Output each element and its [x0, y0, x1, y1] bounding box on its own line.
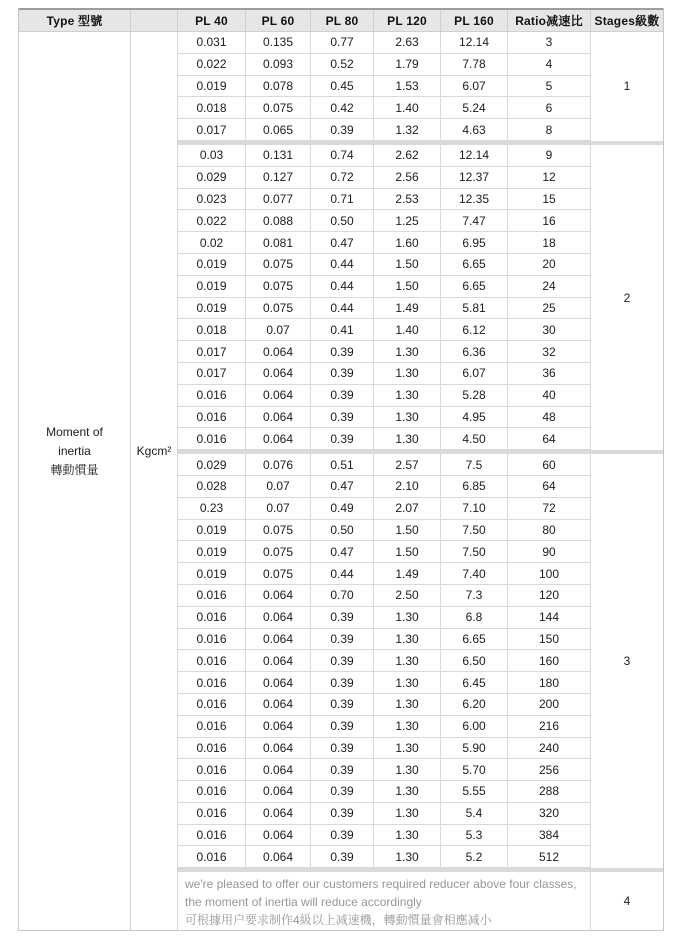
cell-ratio: 120: [508, 585, 591, 606]
cell-pl40: 0.016: [178, 716, 246, 737]
stage-cell: 2: [623, 290, 631, 305]
cell-pl60: 0.127: [246, 167, 311, 188]
table-row: [178, 407, 591, 429]
cell-pl60: 0.064: [246, 694, 311, 715]
table-row: [178, 167, 591, 189]
table-row: [178, 716, 591, 738]
cell-ratio: 64: [508, 428, 591, 449]
cell-pl120: 1.49: [374, 298, 441, 319]
table-row: [178, 119, 591, 141]
table-row: [178, 520, 591, 542]
cell-pl40: 0.016: [178, 694, 246, 715]
cell-pl80: 0.39: [311, 738, 374, 759]
cell-pl160: 5.81: [441, 298, 508, 319]
stage-cell: 1: [623, 79, 631, 94]
cell-pl120: 2.07: [374, 498, 441, 519]
cell-pl160: 4.50: [441, 428, 508, 449]
cell-pl120: 1.30: [374, 607, 441, 628]
cell-ratio: 144: [508, 607, 591, 628]
cell-pl120: 1.30: [374, 407, 441, 428]
cell-pl160: 6.36: [441, 341, 508, 362]
cell-pl160: 5.24: [441, 97, 508, 118]
cell-pl160: 5.28: [441, 385, 508, 406]
cell-pl120: 1.50: [374, 541, 441, 562]
cell-pl80: 0.50: [311, 520, 374, 541]
cell-pl60: 0.064: [246, 428, 311, 449]
cell-pl80: 0.77: [311, 32, 374, 53]
footer-note-line1: we're pleased to offer our customers required reducer above four classes,: [185, 877, 577, 892]
cell-pl120: 2.10: [374, 476, 441, 497]
cell-pl80: 0.39: [311, 428, 374, 449]
cell-pl160: 4.63: [441, 119, 508, 140]
cell-pl160: 7.78: [441, 54, 508, 75]
groups-container: [178, 32, 663, 868]
cell-pl60: 0.075: [246, 97, 311, 118]
cell-pl80: 0.39: [311, 363, 374, 384]
cell-pl120: 2.57: [374, 454, 441, 475]
cell-pl60: 0.088: [246, 210, 311, 231]
table-row: [178, 145, 591, 167]
table-row: [178, 629, 591, 651]
cell-ratio: 15: [508, 189, 591, 210]
table-row: [178, 694, 591, 716]
cell-pl120: 1.79: [374, 54, 441, 75]
cell-pl80: 0.39: [311, 119, 374, 140]
cell-pl160: 6.65: [441, 276, 508, 297]
cell-ratio: 9: [508, 145, 591, 166]
row-header-line2: inertia: [58, 443, 91, 458]
cell-pl80: 0.70: [311, 585, 374, 606]
cell-pl80: 0.39: [311, 341, 374, 362]
table-row: [178, 189, 591, 211]
cell-pl120: 1.40: [374, 97, 441, 118]
cell-pl120: 1.30: [374, 694, 441, 715]
cell-pl120: 1.40: [374, 319, 441, 340]
cell-pl40: 0.02: [178, 232, 246, 253]
row-header-unit: [131, 32, 178, 930]
cell-pl40: 0.023: [178, 189, 246, 210]
cell-pl160: 6.07: [441, 363, 508, 384]
cell-pl60: 0.064: [246, 759, 311, 780]
table-row: [178, 738, 591, 760]
cell-pl120: 2.50: [374, 585, 441, 606]
cell-pl160: 12.37: [441, 167, 508, 188]
cell-ratio: 30: [508, 319, 591, 340]
cell-pl120: 1.30: [374, 385, 441, 406]
cell-pl120: 1.30: [374, 825, 441, 846]
cell-pl80: 0.39: [311, 716, 374, 737]
cell-pl120: 1.30: [374, 629, 441, 650]
cell-pl80: 0.50: [311, 210, 374, 231]
cell-pl60: 0.078: [246, 76, 311, 97]
cell-pl120: 2.56: [374, 167, 441, 188]
cell-pl60: 0.075: [246, 541, 311, 562]
cell-pl160: 5.3: [441, 825, 508, 846]
cell-pl80: 0.74: [311, 145, 374, 166]
cell-pl40: 0.019: [178, 76, 246, 97]
cell-ratio: 12: [508, 167, 591, 188]
cell-pl40: 0.016: [178, 781, 246, 802]
cell-ratio: 25: [508, 298, 591, 319]
cell-pl40: 0.016: [178, 407, 246, 428]
cell-pl80: 0.47: [311, 541, 374, 562]
cell-pl60: 0.064: [246, 607, 311, 628]
cell-pl40: 0.019: [178, 520, 246, 541]
cell-pl80: 0.72: [311, 167, 374, 188]
table-row: [178, 454, 591, 476]
cell-ratio: 150: [508, 629, 591, 650]
cell-pl40: 0.016: [178, 803, 246, 824]
cell-pl160: 6.00: [441, 716, 508, 737]
cell-pl120: 2.63: [374, 32, 441, 53]
cell-ratio: 160: [508, 650, 591, 671]
cell-pl120: 1.50: [374, 520, 441, 541]
table-row: [178, 319, 591, 341]
row-header-type: [19, 32, 131, 930]
table-row: [178, 498, 591, 520]
cell-pl120: 1.50: [374, 254, 441, 275]
cell-pl160: 7.10: [441, 498, 508, 519]
cell-pl80: 0.39: [311, 650, 374, 671]
cell-ratio: 5: [508, 76, 591, 97]
table-row: [178, 428, 591, 450]
cell-pl160: 6.50: [441, 650, 508, 671]
cell-pl160: 12.14: [441, 145, 508, 166]
cell-pl80: 0.44: [311, 298, 374, 319]
cell-pl60: 0.076: [246, 454, 311, 475]
cell-pl160: 7.50: [441, 541, 508, 562]
cell-pl120: 1.30: [374, 650, 441, 671]
cell-pl40: 0.016: [178, 759, 246, 780]
cell-pl60: 0.07: [246, 476, 311, 497]
cell-ratio: 256: [508, 759, 591, 780]
cell-pl120: 1.30: [374, 716, 441, 737]
stage-cell: 3: [623, 654, 631, 669]
cell-pl80: 0.39: [311, 803, 374, 824]
cell-pl40: 0.019: [178, 254, 246, 275]
cell-pl60: 0.064: [246, 650, 311, 671]
footer-note-cell: [178, 872, 591, 930]
cell-pl120: 1.30: [374, 363, 441, 384]
cell-pl160: 5.2: [441, 846, 508, 867]
cell-pl80: 0.49: [311, 498, 374, 519]
table-row: [178, 363, 591, 385]
cell-pl60: 0.075: [246, 298, 311, 319]
cell-ratio: 90: [508, 541, 591, 562]
cell-pl40: 0.031: [178, 32, 246, 53]
cell-pl40: 0.022: [178, 54, 246, 75]
cell-pl40: 0.016: [178, 585, 246, 606]
unit-label: Kgcm²: [136, 443, 172, 458]
cell-ratio: 512: [508, 846, 591, 867]
cell-pl120: 1.53: [374, 76, 441, 97]
cell-pl80: 0.45: [311, 76, 374, 97]
cell-pl40: 0.016: [178, 428, 246, 449]
cell-pl60: 0.064: [246, 341, 311, 362]
row-header-line1: Moment of: [46, 424, 103, 439]
table-row: [178, 97, 591, 119]
cell-ratio: 4: [508, 54, 591, 75]
cell-pl40: 0.029: [178, 167, 246, 188]
cell-pl120: 1.30: [374, 738, 441, 759]
stage-group: [178, 454, 663, 868]
cell-pl160: 7.3: [441, 585, 508, 606]
cell-pl60: 0.064: [246, 716, 311, 737]
cell-pl80: 0.42: [311, 97, 374, 118]
cell-pl160: 7.5: [441, 454, 508, 475]
cell-pl40: 0.016: [178, 846, 246, 867]
table-row: [178, 54, 591, 76]
cell-pl80: 0.39: [311, 629, 374, 650]
cell-pl160: 6.85: [441, 476, 508, 497]
table-row: [178, 607, 591, 629]
header-cell-pl60: PL 60: [246, 10, 311, 31]
cell-ratio: 18: [508, 232, 591, 253]
cell-pl40: 0.018: [178, 319, 246, 340]
cell-pl80: 0.39: [311, 407, 374, 428]
cell-pl120: 1.60: [374, 232, 441, 253]
cell-pl60: 0.064: [246, 825, 311, 846]
cell-pl40: 0.019: [178, 541, 246, 562]
cell-pl40: 0.23: [178, 498, 246, 519]
cell-pl160: 6.8: [441, 607, 508, 628]
cell-pl40: 0.016: [178, 825, 246, 846]
cell-pl40: 0.016: [178, 738, 246, 759]
cell-ratio: 216: [508, 716, 591, 737]
cell-pl160: 6.45: [441, 672, 508, 693]
cell-pl160: 6.12: [441, 319, 508, 340]
moment-of-inertia-table: [18, 8, 664, 931]
table-row: [178, 232, 591, 254]
cell-pl80: 0.47: [311, 232, 374, 253]
header-cell-unit: [131, 10, 178, 31]
cell-ratio: 48: [508, 407, 591, 428]
cell-pl160: 5.4: [441, 803, 508, 824]
cell-pl80: 0.39: [311, 672, 374, 693]
row-header-line3: 轉動慣量: [50, 462, 99, 477]
cell-pl120: 1.30: [374, 672, 441, 693]
cell-ratio: 24: [508, 276, 591, 297]
cell-ratio: 64: [508, 476, 591, 497]
cell-pl160: 7.47: [441, 210, 508, 231]
cell-ratio: 6: [508, 97, 591, 118]
cell-pl160: 6.65: [441, 629, 508, 650]
cell-pl40: 0.017: [178, 119, 246, 140]
cell-pl120: 1.30: [374, 803, 441, 824]
cell-pl80: 0.39: [311, 846, 374, 867]
cell-pl160: 12.35: [441, 189, 508, 210]
cell-pl40: 0.018: [178, 97, 246, 118]
table-row: [178, 650, 591, 672]
cell-pl60: 0.064: [246, 672, 311, 693]
header-cell-type: Type 型號: [19, 10, 131, 31]
footer-stage-cell: 4: [623, 894, 631, 909]
cell-pl160: 6.95: [441, 232, 508, 253]
cell-pl60: 0.064: [246, 781, 311, 802]
cell-pl40: 0.029: [178, 454, 246, 475]
cell-pl40: 0.016: [178, 385, 246, 406]
cell-pl120: 1.50: [374, 276, 441, 297]
table-row: [178, 210, 591, 232]
cell-pl160: 7.40: [441, 563, 508, 584]
cell-pl60: 0.131: [246, 145, 311, 166]
cell-pl40: 0.019: [178, 276, 246, 297]
cell-pl60: 0.081: [246, 232, 311, 253]
table-row: [178, 76, 591, 98]
cell-pl80: 0.47: [311, 476, 374, 497]
cell-ratio: 288: [508, 781, 591, 802]
table-row: [178, 846, 591, 868]
cell-pl160: 6.20: [441, 694, 508, 715]
cell-pl160: 5.55: [441, 781, 508, 802]
cell-pl120: 2.62: [374, 145, 441, 166]
footer-note-row: [178, 872, 663, 930]
cell-pl160: 7.50: [441, 520, 508, 541]
cell-pl120: 1.30: [374, 759, 441, 780]
cell-pl60: 0.075: [246, 563, 311, 584]
cell-ratio: 240: [508, 738, 591, 759]
table-row: [178, 759, 591, 781]
table-row: [178, 341, 591, 363]
cell-pl80: 0.44: [311, 276, 374, 297]
cell-pl60: 0.075: [246, 276, 311, 297]
table-row: [178, 585, 591, 607]
cell-pl120: 1.30: [374, 341, 441, 362]
table-row: [178, 825, 591, 847]
cell-pl160: 4.95: [441, 407, 508, 428]
cell-pl60: 0.064: [246, 363, 311, 384]
cell-pl80: 0.44: [311, 563, 374, 584]
cell-pl60: 0.077: [246, 189, 311, 210]
stage-group: [178, 32, 663, 141]
header-cell-pl80: PL 80: [311, 10, 374, 31]
cell-pl40: 0.019: [178, 563, 246, 584]
table-row: [178, 476, 591, 498]
stage-group: [178, 145, 663, 450]
table-row: [178, 32, 591, 54]
cell-pl80: 0.44: [311, 254, 374, 275]
cell-pl120: 2.53: [374, 189, 441, 210]
table-row: [178, 672, 591, 694]
cell-ratio: 100: [508, 563, 591, 584]
cell-ratio: 3: [508, 32, 591, 53]
cell-pl160: 6.65: [441, 254, 508, 275]
header-cell-pl40: PL 40: [178, 10, 246, 31]
cell-ratio: 60: [508, 454, 591, 475]
cell-pl160: 5.70: [441, 759, 508, 780]
cell-pl60: 0.093: [246, 54, 311, 75]
cell-pl40: 0.016: [178, 629, 246, 650]
cell-pl80: 0.39: [311, 694, 374, 715]
data-area: [178, 32, 663, 930]
cell-pl60: 0.064: [246, 407, 311, 428]
cell-pl40: 0.028: [178, 476, 246, 497]
cell-pl160: 12.14: [441, 32, 508, 53]
cell-pl60: 0.064: [246, 585, 311, 606]
header-cell-pl120: PL 120: [374, 10, 441, 31]
cell-pl80: 0.41: [311, 319, 374, 340]
cell-ratio: 36: [508, 363, 591, 384]
cell-ratio: 72: [508, 498, 591, 519]
table-row: [178, 541, 591, 563]
cell-pl40: 0.019: [178, 298, 246, 319]
cell-pl60: 0.064: [246, 803, 311, 824]
cell-pl80: 0.39: [311, 825, 374, 846]
cell-ratio: 8: [508, 119, 591, 140]
header-cell-ratio: Ratio减速比: [508, 10, 591, 31]
cell-pl40: 0.022: [178, 210, 246, 231]
cell-pl60: 0.064: [246, 846, 311, 867]
cell-pl60: 0.075: [246, 254, 311, 275]
table-row: [178, 803, 591, 825]
cell-pl80: 0.39: [311, 607, 374, 628]
cell-pl60: 0.135: [246, 32, 311, 53]
cell-ratio: 20: [508, 254, 591, 275]
cell-ratio: 384: [508, 825, 591, 846]
cell-pl40: 0.03: [178, 145, 246, 166]
cell-pl40: 0.017: [178, 363, 246, 384]
table-row: [178, 781, 591, 803]
cell-ratio: 180: [508, 672, 591, 693]
footer-note-line2: the moment of inertia will reduce accordingly: [185, 895, 422, 910]
header-cell-pl160: PL 160: [441, 10, 508, 31]
cell-pl120: 1.49: [374, 563, 441, 584]
cell-ratio: 320: [508, 803, 591, 824]
cell-ratio: 200: [508, 694, 591, 715]
cell-ratio: 40: [508, 385, 591, 406]
cell-pl80: 0.52: [311, 54, 374, 75]
cell-pl80: 0.39: [311, 781, 374, 802]
cell-pl60: 0.065: [246, 119, 311, 140]
cell-pl120: 1.32: [374, 119, 441, 140]
cell-ratio: 16: [508, 210, 591, 231]
cell-pl60: 0.064: [246, 385, 311, 406]
cell-pl120: 1.30: [374, 846, 441, 867]
table-header-row: [19, 8, 663, 32]
cell-pl40: 0.017: [178, 341, 246, 362]
cell-ratio: 32: [508, 341, 591, 362]
cell-pl80: 0.39: [311, 385, 374, 406]
cell-pl40: 0.016: [178, 650, 246, 671]
table-body: [19, 32, 663, 930]
table-row: [178, 298, 591, 320]
cell-ratio: 80: [508, 520, 591, 541]
footer-note-line3: 可根據用户要求制作4級以上减速機，轉動慣量會相應减小: [185, 913, 492, 928]
cell-pl60: 0.064: [246, 738, 311, 759]
cell-pl80: 0.51: [311, 454, 374, 475]
table-row: [178, 254, 591, 276]
cell-pl120: 1.30: [374, 781, 441, 802]
cell-pl120: 1.30: [374, 428, 441, 449]
cell-pl60: 0.064: [246, 629, 311, 650]
table-row: [178, 385, 591, 407]
cell-pl60: 0.07: [246, 319, 311, 340]
table-row: [178, 276, 591, 298]
cell-pl40: 0.016: [178, 672, 246, 693]
cell-pl40: 0.016: [178, 607, 246, 628]
table-row: [178, 563, 591, 585]
cell-pl120: 1.25: [374, 210, 441, 231]
cell-pl160: 6.07: [441, 76, 508, 97]
cell-pl80: 0.39: [311, 759, 374, 780]
cell-pl60: 0.07: [246, 498, 311, 519]
cell-pl160: 5.90: [441, 738, 508, 759]
header-cell-stages: Stages級數: [594, 14, 660, 28]
cell-pl80: 0.71: [311, 189, 374, 210]
cell-pl60: 0.075: [246, 520, 311, 541]
